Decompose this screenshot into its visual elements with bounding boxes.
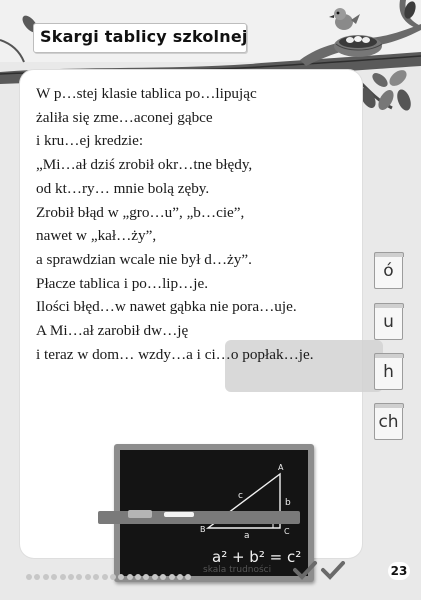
vertex-c-label: C (284, 527, 290, 536)
checkmark-icon (295, 563, 315, 577)
letter-tab: ó (374, 255, 403, 289)
progress-dot (85, 574, 91, 580)
progress-dot (76, 574, 82, 580)
poem-line: „Mi…ał dziś zrobił okr…tne błędy, (36, 156, 253, 174)
difficulty-label: skala trudności (203, 565, 272, 575)
poem-line: i kru…ej kredzie: (36, 132, 144, 150)
progress-dot (152, 574, 158, 580)
progress-dot (102, 574, 108, 580)
progress-dot (169, 574, 175, 580)
vertex-b-label: B (200, 525, 206, 534)
progress-dot (177, 574, 183, 580)
progress-dot (110, 574, 116, 580)
progress-dot (135, 574, 141, 580)
pythagoras-formula: a² + b² = c² (212, 548, 302, 566)
side-a-label: a (244, 531, 250, 541)
poem-line: żaliła się zme…aconej gąbce (36, 108, 213, 126)
poem-line: W p…stej klasie tablica po…lipując (36, 85, 257, 102)
page-number: 23 (388, 562, 410, 580)
progress-dot (160, 574, 166, 580)
progress-dots (26, 568, 194, 586)
poem-line: a sprawdzian wcale nie był d…ży”. (36, 250, 252, 268)
poem-line: Płacze tablica i po…lip…je. (36, 274, 209, 292)
letter-tab: h (374, 356, 403, 390)
difficulty-checkmarks (293, 561, 353, 581)
letter-tab: ch (374, 406, 403, 440)
poem-line: Zrobił błąd w „gro…u”, „b…cie”, (36, 203, 245, 221)
checkmark-icon (323, 563, 343, 577)
poem-line: nawet w „kał…ży”, (36, 227, 157, 245)
vertex-a-label: A (278, 463, 284, 472)
side-b-label: b (285, 498, 291, 508)
poem-text (36, 82, 356, 366)
title-bar (33, 23, 247, 53)
progress-dot (60, 574, 66, 580)
progress-dot (127, 574, 133, 580)
progress-dot (185, 574, 191, 580)
poem-line: i teraz w dom… wzdy…a i ci…o popłak…je. (36, 345, 314, 363)
progress-dot (26, 574, 32, 580)
page-title: Skargi tablicy szkolnej (40, 27, 248, 46)
side-c-label: c (238, 491, 243, 501)
progress-dot (143, 574, 149, 580)
letter-tab: u (374, 306, 403, 340)
poem-line: A Mi…ał zarobił dw…ję (36, 322, 189, 340)
progress-dot (43, 574, 49, 580)
poem-line: Ilości błęd…w nawet gąbka nie pora…uje. (36, 298, 297, 316)
progress-dot (118, 574, 124, 580)
exercise-card (20, 70, 362, 566)
progress-dot (93, 574, 99, 580)
progress-dot (34, 574, 40, 580)
poem-line: od kt…ry… mnie bolą zęby. (36, 179, 210, 197)
chalk-piece (164, 512, 194, 517)
sponge (128, 510, 152, 518)
progress-dot (51, 574, 57, 580)
progress-dot (68, 574, 74, 580)
